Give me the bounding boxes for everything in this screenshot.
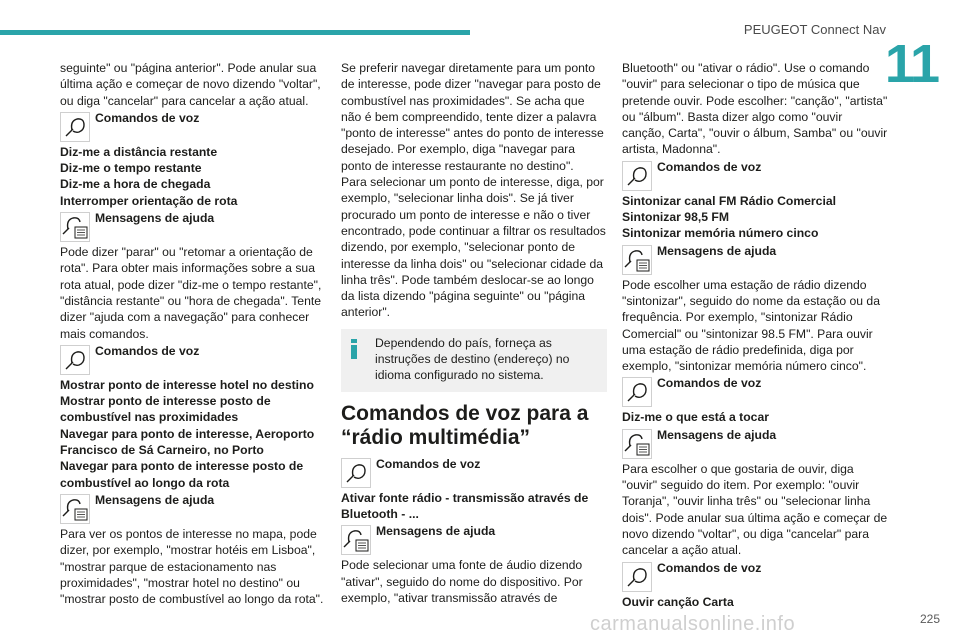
help-messages-label: Mensagens de ajuda bbox=[95, 492, 215, 507]
command-text: Diz-me o que está a tocar bbox=[622, 410, 769, 425]
help-message-icon bbox=[60, 212, 90, 242]
voice-commands-block bbox=[60, 110, 332, 144]
command-text: Ouvir canção Carta bbox=[622, 594, 734, 609]
help-messages-label: Mensagens de ajuda bbox=[376, 524, 496, 539]
command-text: Mostrar ponto de interesse hotel no destino bbox=[60, 377, 314, 392]
paragraph: Pode selecionar uma fonte de áudio dizendo "ativar", seguido do nome do dispositivo. Por exemplo, "ativar transmissão através de bbox=[341, 558, 583, 605]
voice-commands-label: Comandos de voz bbox=[657, 376, 762, 391]
help-message-icon bbox=[341, 525, 371, 555]
command-text: Ativar fonte rádio - transmissão através de Bluetooth - ... bbox=[341, 490, 589, 521]
voice-commands-block bbox=[60, 343, 332, 377]
command-text: Navegar para ponto de interesse, Aeroporto Francisco de Sá Carneiro, no Porto bbox=[60, 426, 315, 458]
page-number: 225 bbox=[919, 612, 940, 626]
voice-command-icon bbox=[622, 161, 652, 191]
command-text: Diz-me o tempo restante bbox=[60, 161, 202, 176]
command-text: Navegar para ponto de interesse posto de combustível ao longo da rota bbox=[60, 459, 304, 490]
voice-commands-label: Comandos de voz bbox=[376, 456, 481, 471]
help-message-icon bbox=[622, 429, 652, 459]
voice-commands-block bbox=[622, 560, 888, 594]
info-note-text: Dependendo do país, forneça as instruções de destino (endereço) no idioma configurado no sistema. bbox=[375, 335, 570, 383]
command-text: Sintonizar canal FM Rádio Comercial bbox=[622, 193, 837, 208]
paragraph: Bluetooth" ou "ativar o rádio". Use o comando "ouvir" para selecionar o tipo de música que pretende ouvir. Pode escolher: "canção", "artista" ou "álbum". Basta dizer algo como "ouvir canção, Carta", "ouvir o álbum, Samba" ou "ouvir artista, Madonna". bbox=[622, 61, 888, 157]
section-heading: Comandos de voz para a “rádio multimédia” bbox=[341, 401, 589, 449]
paragraph: Pode escolher uma estação de rádio dizendo "sintonizar", seguido do nome da estação ou da frequência. Por exemplo, "sintonizar Rádio Comercial" ou "sintonizar 98.5 FM". Para ouvir uma estação de rádio predefinida, diga por exemplo, "sintonizar memória número cinco". bbox=[622, 277, 880, 374]
info-icon bbox=[351, 339, 357, 359]
help-messages-label: Mensagens de ajuda bbox=[657, 243, 777, 258]
command-text: Diz-me a distância restante bbox=[60, 144, 218, 159]
voice-command-icon bbox=[60, 345, 90, 375]
voice-command-icon bbox=[622, 377, 652, 407]
voice-command-icon bbox=[60, 112, 90, 142]
column-1 bbox=[60, 60, 332, 607]
help-messages-block bbox=[622, 243, 888, 277]
header-title: PEUGEOT Connect Nav bbox=[743, 22, 886, 37]
paragraph: Se preferir navegar diretamente para um ponto de interesse, pode dizer "navegar para posto de combustível nas proximidades". Se acha que não é bem compreendido, tente dizer a palavra "ponto de interesse" antes do ponto de interesse desejado. Por exemplo, diga "navegar para ponto de interesse restaurante no destino". bbox=[341, 61, 604, 173]
paragraph: Para selecionar um ponto de interesse, diga, por exemplo, "selecionar linha dois". Se já tiver procurado um ponto de interesse e não o tiver encontrado, pode continuar a filtrar os resultados dizendo, por exemplo, "selecionar ponto de interesse da linha dois" ou "selecionar cidade da linha três". Pode também deslocar-se ao longo da lista dizendo "página seguinte" ou "página anterior". bbox=[341, 175, 606, 320]
paragraph: Para escolher o que gostaria de ouvir, diga "ouvir" seguido do item. Por exemplo: "ouvir Toranja", "ouvir linha três" ou "selecionar linha dois". Pode anular sua última ação e começar de novo dizendo "voltar", ou diga "cancelar" para cancelar a ação atual. bbox=[622, 461, 888, 558]
chapter-number: 11 bbox=[884, 34, 938, 94]
voice-commands-label: Comandos de voz bbox=[657, 159, 762, 174]
help-message-icon bbox=[622, 245, 652, 275]
column-3 bbox=[622, 60, 888, 610]
voice-commands-block bbox=[622, 375, 888, 409]
command-text: Interromper orientação de rota bbox=[60, 193, 238, 208]
command-text: Sintonizar memória número cinco bbox=[622, 226, 819, 241]
help-messages-block bbox=[60, 210, 332, 244]
header-accent-bar bbox=[0, 30, 470, 35]
help-messages-label: Mensagens de ajuda bbox=[657, 427, 777, 442]
paragraph: Pode dizer "parar" ou "retomar a orientação de rota". Para obter mais informações sobre a sua rota atual, pode dizer "diz-me o tempo restante", "distância restante" ou "hora de chegada". Tente dizer "ajuda com a navegação" para conhecer mais comandos. bbox=[60, 245, 322, 341]
voice-commands-block bbox=[341, 456, 607, 490]
voice-commands-label: Comandos de voz bbox=[95, 343, 200, 358]
help-messages-label: Mensagens de ajuda bbox=[95, 211, 215, 226]
column-2 bbox=[341, 60, 607, 606]
command-text: Diz-me a hora de chegada bbox=[60, 177, 211, 192]
help-message-icon bbox=[60, 494, 90, 524]
voice-commands-label: Comandos de voz bbox=[657, 560, 762, 575]
watermark: carmanualsonline.info bbox=[590, 613, 796, 635]
voice-commands-label: Comandos de voz bbox=[95, 110, 200, 125]
voice-command-icon bbox=[622, 562, 652, 592]
help-messages-block bbox=[341, 523, 607, 557]
command-text: Mostrar ponto de interesse posto de combustível nas proximidades bbox=[60, 394, 271, 425]
info-note bbox=[341, 329, 607, 392]
voice-commands-block bbox=[622, 159, 888, 193]
paragraph: seguinte" ou "página anterior". Pode anular sua última ação e começar de novo dizendo "voltar", ou diga "cancelar" para cancelar a ação atual. bbox=[60, 61, 321, 108]
paragraph: Para ver os pontos de interesse no mapa, pode dizer, por exemplo, "mostrar hotéis em Lisboa", "mostrar parque de estacionamento nas proximidades", "mostrar hotel no destino" ou "mostrar posto de combustível ao longo da rota". bbox=[60, 526, 324, 607]
help-messages-block bbox=[622, 427, 888, 461]
command-text: Sintonizar 98,5 FM bbox=[622, 210, 729, 225]
help-messages-block bbox=[60, 492, 332, 526]
voice-command-icon bbox=[341, 458, 371, 488]
